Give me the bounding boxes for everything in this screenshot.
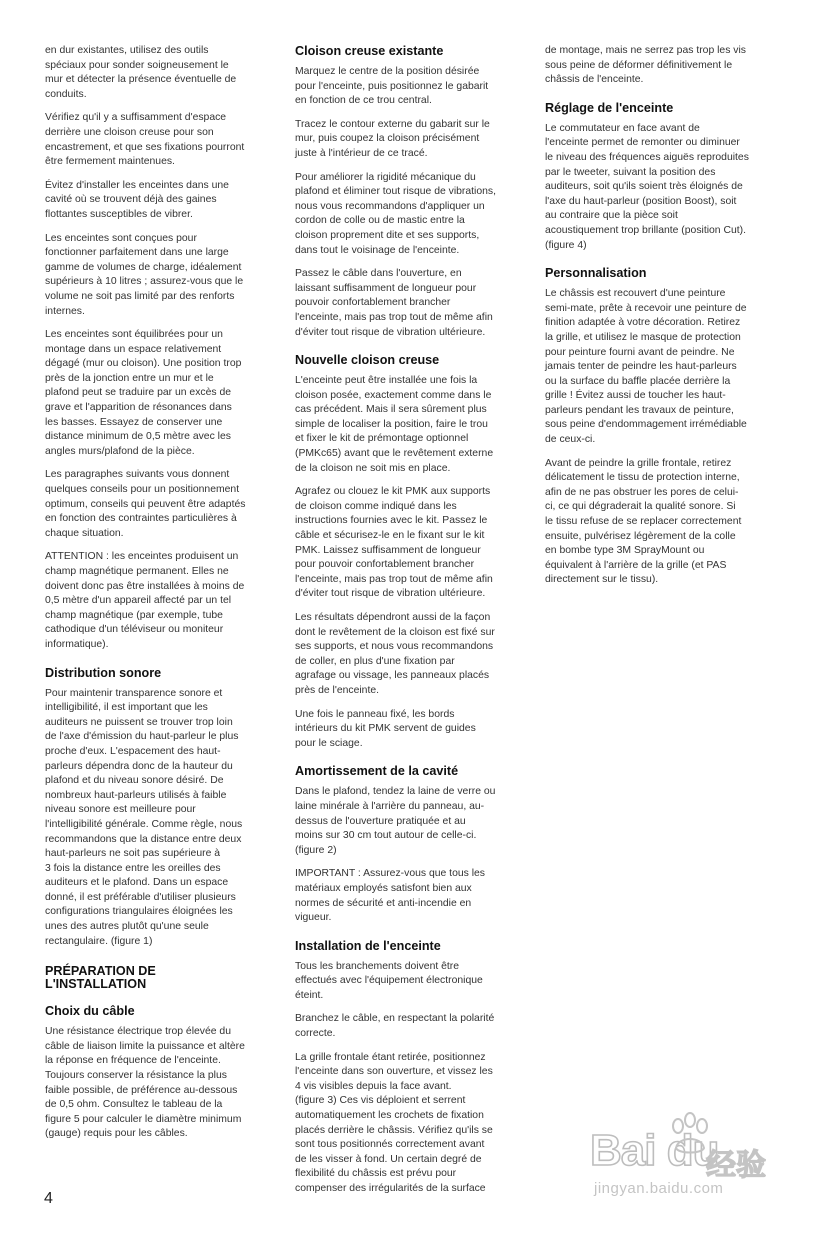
paragraph: Une fois le panneau fixé, les bords intérieurs du kit PMK servent de guides pour le sciage. <box>295 708 476 749</box>
paragraph: Pour maintenir transparence sonore et intelligibilité, il est important que les auditeurs ne puissent se trouver trop loin de l'axe d'émission du haut-parleur le plus proche d'eux. L'espacement des haut- parleurs dépendra donc de la hauteur du plafond et du niveau sonore désiré. De nombreux haut-parleurs utilisés à faible niveau sonore est meilleure pour l'intelligibilité générale. Comme règle, nous recommandons que la distance entre deux haut-parleurs ne soit pas supérieure à 3 fois la distance entre les oreilles des auditeurs et le plafond. Dans un espace donné, il est préférable d'utiliser plusieurs configurations triangulaires éloignées les unes des autres plutôt qu'une seule rectangulaire. (figure 1) <box>45 687 243 947</box>
section-heading: Cloison creuse existante <box>295 44 444 58</box>
paragraph: Les enceintes sont conçues pour fonctionner parfaitement dans une large gamme de volumes de charge, idéalement supérieurs à 10 litres ; assurez-vous que le volume ne soit pas limité par des renforts internes. <box>45 232 244 317</box>
paragraph: Passez le câble dans l'ouverture, en laissant suffisamment de longueur pour pouvoir confortablement brancher l'enceinte, mais pas trop tout de même afin d'éviter tout risque de vibration ultérieure. <box>295 268 493 338</box>
section-heading: Installation de l'enceinte <box>295 938 441 953</box>
paragraph: Les résultats dépendront aussi de la façon dont le revêtement de la cloison est fixé sur ses supports, et nous vous recommandons de coller, en plus d'une fixation par agrafage ou vissage, les panneaux placés près de l'enceinte. <box>295 612 495 696</box>
text-column-middle <box>295 44 528 1206</box>
text-column-left <box>45 44 278 1151</box>
watermark-cn-text: 经验 <box>706 1149 766 1182</box>
paragraph: Agrafez ou clouez le kit PMK aux supports de cloison comme indiqué dans les instructions fournies avec le kit. Passez le câble et sécurisez-le en le fixant sur le kit PMK. Laissez suffisamment de longueur pour pouvoir confortablement brancher l'enceinte, mais pas trop tout de même afin d'éviter tout risque de vibration ultérieure. <box>295 486 493 600</box>
text-column-right <box>545 44 778 597</box>
paragraph: Avant de peindre la grille frontale, retirez délicatement le tissu de protection interne, afin de ne pas obstruer les pores de celui- ci, ce qui dégraderait la qualité sonore. Si le tissu refuse de se replacer correctement ensuite, pulvérisez légèrement de la colle en bombe type 3M SprayMount ou équivalent à l'arrière de la grille (et PAS directement sur le tissu). <box>545 457 742 586</box>
paragraph: Dans le plafond, tendez la laine de verre ou laine minérale à l'arrière du panneau, au- dessus de l'ouverture pratiquée et au moins sur 30 cm tout autour de celle-ci. (figure 2) <box>295 786 496 856</box>
paragraph: Tracez le contour externe du gabarit sur le mur, puis coupez la cloison précisément juste à l'intérieur de ce tracé. <box>295 118 490 159</box>
watermark-url: jingyan.baidu.com <box>594 1180 724 1197</box>
section-heading: PRÉPARATION DE L'INSTALLATION <box>45 964 156 992</box>
page-number: 4 <box>44 1190 53 1207</box>
paragraph: La grille frontale étant retirée, positionnez l'enceinte dans son ouverture, et vissez les 4 vis visibles depuis la face avant. (figure 3) Ces vis déploient et serrent automatiquement les crochets de fixation placés derrière le châssis. Vérifiez qu'ils se sont tous positionnés correctement avant de les visser à fond. Un certain degré de flexibilité du châssis est prévu pour compenser des irrégularités de la surface <box>295 1051 493 1194</box>
paragraph: Tous les branchements doivent être effectués avec l'équipement électronique éteint. <box>295 960 483 1001</box>
paragraph: Les enceintes sont équilibrées pour un montage dans un espace relativement dégagé (mur ou cloison). Une position trop près de la jonction entre un mur et le plafond peut se traduire par un excès de grave et l'apparition de résonances dans les basses. Essayez de conserver une distance minimum de 0,5 mètre avec les angles murs/plafond de la pièce. <box>45 329 242 457</box>
section-heading: Choix du câble <box>45 1004 135 1019</box>
section-heading: Distribution sonore <box>45 665 162 680</box>
paragraph: IMPORTANT : Assurez-vous que tous les matériaux employés satisfont bien aux normes de sécurité et anti-incendie en vigueur. <box>295 868 485 924</box>
paragraph: Pour améliorer la rigidité mécanique du plafond et éliminer tout risque de vibrations, nous vous recommandons d'appliquer un cordon de colle ou de mastic entre la cloison proprement dite et ses supports, dans tout le voisinage de l'enceinte. <box>295 171 496 256</box>
paragraph: Le châssis est recouvert d'une peinture semi-mate, prête à recevoir une peinture de finition adaptée à votre décoration. Retirez la grille, et utilisez le masque de protection pour peinture fourni avant de peindre. Ne jamais tenter de peindre les haut-parleurs ou la surface du baffle placée derrière la grille ! Évitez aussi de toucher les haut- parleurs pendant les travaux de peinture, sous peine d'endommagement irrémédiable de ceux-ci. <box>545 288 747 446</box>
section-heading: Nouvelle cloison creuse <box>295 353 440 368</box>
watermark <box>588 1112 778 1204</box>
paragraph: Le commutateur en face avant de l'enceinte permet de remonter ou diminuer le niveau des fréquences aiguës reproduites par le tweeter, suivant la position des auditeurs, soit qu'ils soient très éloignés de l'axe du haut-parleur (position Boost), soit au contraire que la pièce soit acoustiquement trop brillante (position Cut). (figure 4) <box>545 122 749 251</box>
section-heading: Réglage de l'enceinte <box>545 100 674 115</box>
paragraph: Évitez d'installer les enceintes dans une cavité où se trouvent déjà des gaines flottantes susceptibles de vibrer. <box>45 179 229 220</box>
paragraph: en dur existantes, utilisez des outils spéciaux pour sonder soigneusement le mur et détecter la présence éventuelle de conduits. <box>45 45 237 100</box>
paragraph: ATTENTION : les enceintes produisent un champ magnétique permanent. Elles ne doivent donc pas être installées à moins de 0,5 mètre d'un appareil affecté par un tel champ magnétique (par exemple, tube cathodique d'un téléviseur ou moniteur informatique). <box>45 551 245 650</box>
paragraph: Une résistance électrique trop élevée du câble de liaison limite la puissance et altère la réponse en fréquence de l'enceinte. Toujours conserver la résistance la plus faible possible, de préférence au-dessous de 0,5 ohm. Consultez le tableau de la figure 5 pour calculer le diamètre minimum (gauge) requis pour les câbles. <box>45 1026 245 1140</box>
section-heading: Personnalisation <box>545 266 647 281</box>
watermark-brand: Bai du <box>590 1126 719 1175</box>
paragraph: L'enceinte peut être installée une fois la cloison posée, exactement comme dans le cas précédent. Mais il sera sûrement plus simple de localiser la position, faire le trou et fixer le kit de prémontage optionnel (PMKc65) avant que le revêtement externe de la cloison ne soit mis en place. <box>295 375 494 474</box>
watermark-logo <box>588 1112 778 1182</box>
section-heading: Amortissement de la cavité <box>295 764 459 779</box>
paragraph: Les paragraphes suivants vous donnent quelques conseils pour un positionnement optimum, conseils qui peuvent être adaptés en fonction des contraintes particulières à chaque situation. <box>45 469 246 539</box>
paragraph: de montage, mais ne serrez pas trop les vis sous peine de déformer définitivement le châssis de l'enceinte. <box>545 45 746 86</box>
paragraph: Vérifiez qu'il y a suffisamment d'espace derrière une cloison creuse pour son encastrement, et que ses fixations pourront être fermement maintenues. <box>45 112 245 168</box>
paragraph: Branchez le câble, en respectant la polarité correcte. <box>295 1013 495 1040</box>
paragraph: Marquez le centre de la position désirée pour l'enceinte, puis positionnez le gabarit en fonction de ce trou central. <box>295 66 489 107</box>
